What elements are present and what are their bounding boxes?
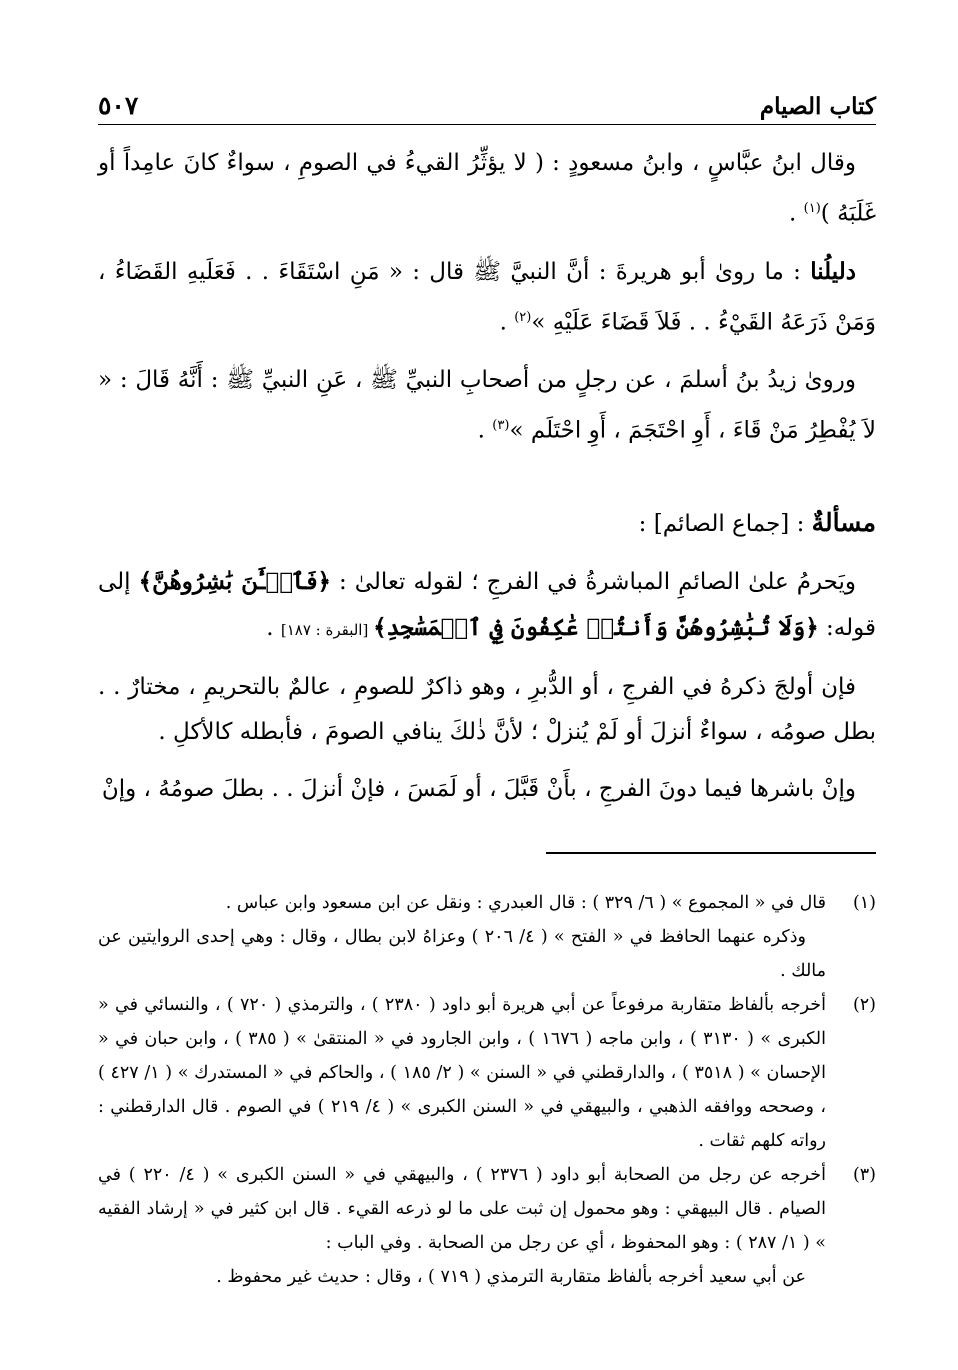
- paragraph-touching: وإنْ باشرها فيما دونَ الفرجِ ، بأَنْ قَبَّلَ ، أو لَمَسَ ، فإنْ أنزلَ . . بطلَ صومُهُ ، وإنْ: [101, 775, 856, 802]
- footnote-line: عن أبي سعيد أخرجه بألفاظ متقاربة الترمذي ( ٧١٩ ) ، وقال : حديث غير محفوظ .: [216, 1267, 806, 1287]
- footnote-1: [98, 886, 876, 988]
- issue-heading: [98, 500, 876, 547]
- footnote-line: أخرجه بألفاظ متقاربة مرفوعاً عن أبي هريرة أبو داود ( ٢٣٨٠ ) ، والترمذي ( ٧٢٠ ) ، والنسائي في « الكبرى » ( ٣١٣٠ ) ، وابن ماجه ( ١٦٧٦ ) ، وابن الجارود في « المنتقىٰ » ( ٣٨٥ ) ، وابن حبان في « الإحسان » ( ٣٥١٨ ) ، والدارقطني في « السنن » ( ٢/ ١٨٥ ) ، والحاكم في « المستدرك » ( ١/ ٤٢٧ ) ، وصححه ووافقه الذهبي ، والبيهقي في « السنن الكبرى » ( ٤/ ٢١٩ ) في الصوم . قال الدارقطني : رواته كلهم ثقات .: [98, 995, 826, 1151]
- footnote-line: وذكره عنهما الحافظ في « الفتح » ( ٤/ ٢٠٦ ) وعزاهُ لابن بطال ، وقال : وهي إحدى الروايتين عن مالك .: [98, 927, 826, 981]
- footnote-number: (١): [852, 893, 876, 913]
- paragraph-text: ويَحرمُ علىٰ الصائمِ المباشرةُ في الفرجِ ؛ لقوله تعالىٰ :: [330, 568, 856, 595]
- paragraph-lead: دليلُنا: [810, 257, 856, 285]
- issue-topic: : [جماع الصائم] :: [638, 510, 812, 537]
- quran-verse: ﴿فَٱلۡـَٰٔنَ بَٰشِرُوهُنَّ﴾: [138, 567, 331, 595]
- paragraph-text: إلى قوله:: [98, 568, 876, 641]
- footnote-ref[interactable]: (٢): [514, 309, 532, 325]
- paragraph-tail: .: [789, 200, 804, 227]
- paragraph-text: وقال ابنُ عبَّاسٍ ، وابنُ مسعودٍ : ( لا يؤثِّرُ القيءُ في الصومِ ، سواءٌ كانَ عامِداً أو غَلَبَهُ ): [98, 150, 876, 227]
- main-text: [98, 140, 876, 824]
- footnote-line: أخرجه عن رجل من الصحابة أبو داود ( ٢٣٧٦ ) ، والبيهقي في « السنن الكبرى » ( ٤/ ٢٢٠ ) في الصيام . قال البيهقي : وهو محمول إن ثبت على ما لو ذرعه القيء . قال ابن كثير في « إرشاد الفقيه » ( ١/ ٢٨٧ ) : وهو المحفوظ ، أي عن رجل من الصحابة . وفي الباب :: [98, 1165, 826, 1253]
- paragraph-evidence: [98, 249, 876, 346]
- section-gap: [98, 466, 876, 500]
- paragraph-zaid: [98, 357, 876, 454]
- paragraph-tail: .: [266, 614, 281, 641]
- page-header: [98, 86, 876, 125]
- footnote-number: (٣): [852, 1165, 876, 1185]
- running-title: كتاب الصيام: [759, 93, 876, 120]
- paragraph-tail: .: [477, 417, 493, 444]
- footnote-separator: [546, 852, 876, 854]
- paragraph-text: وروىٰ زيدُ بنُ أسلمَ ، عن رجلٍ من أصحابِ النبيِّ ﷺ ، عَنِ النبيِّ ﷺ : أَنَّهُ قَالَ : « لاَ يُفْطِرُ مَنْ قَاءَ ، أَوِ احْتَجَمَ ، أَوِ احْتَلَم »: [98, 367, 876, 444]
- footnote-ref[interactable]: (١): [803, 201, 821, 216]
- verse-reference: [البقرة : ١٨٧]: [280, 620, 374, 639]
- footnote-ref[interactable]: (٣): [492, 418, 510, 434]
- footnotes: [98, 886, 876, 1294]
- paragraph-ibn-abbas: [98, 140, 876, 237]
- issue-label: مسألةٌ: [811, 507, 876, 537]
- paragraph-prohibition: [98, 559, 876, 653]
- paragraph-penetration: فإن أولجَ ذكرهُ في الفرجِ ، أو الدُّبرِ ، وهو ذاكرٌ للصومِ ، عالمٌ بالتحريمِ ، مختارٌ . . بطل صومُه ، سواءٌ أنزلَ أو لَمْ يُنزلْ ؛ لأنَّ ذٰلكَ ينافي الصومَ ، فأبطله كالأكلِ .: [98, 673, 876, 745]
- paragraph-tail: .: [499, 309, 515, 336]
- footnote-line: قال في « المجموع » ( ٦/ ٣٢٩ ) : قال العبدري : ونقل عن ابن مسعود وابن عباس .: [225, 893, 826, 913]
- footnote-3: [98, 1158, 876, 1294]
- footnote-2: [98, 988, 876, 1158]
- paragraph-text: : ما روىٰ أبو هريرةَ : أنَّ النبيَّ ﷺ قال : « مَنِ اسْتَقَاءَ . . فَعَلَيهِ القَضَاءُ ، وَمَنْ ذَرَعَهُ القَيْءُ . . فَلاَ قَضَاءَ عَلَيْهِ »: [98, 258, 876, 336]
- footnote-number: (٢): [852, 995, 876, 1015]
- quran-verse: ﴿وَلَا تُبَٰشِرُوهُنَّ وَأَنتُمۡ عَٰكِفُونَ فِي ٱلۡمَسَٰجِدِ﴾: [373, 613, 819, 641]
- page-number: ٥٠٧: [98, 91, 139, 120]
